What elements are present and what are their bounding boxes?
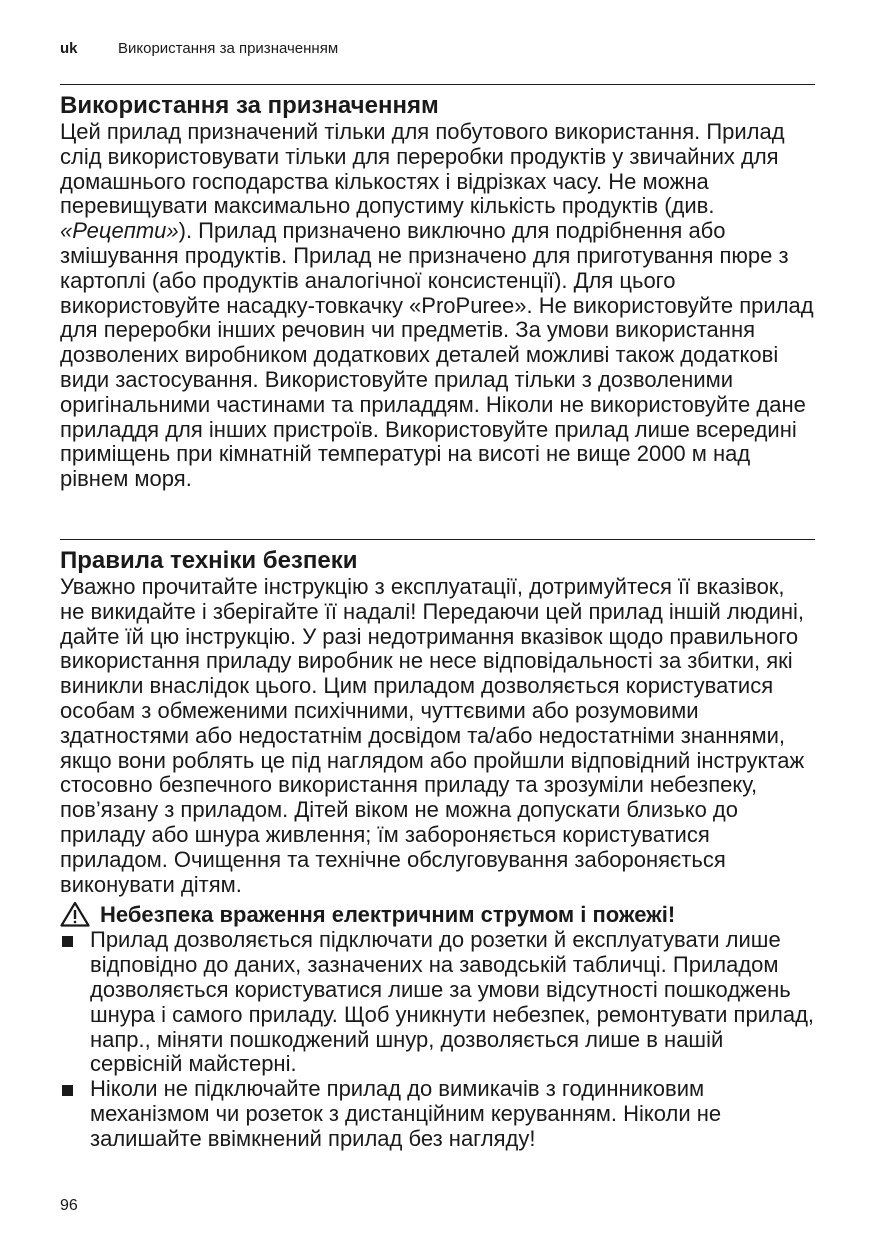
section-divider (60, 84, 815, 85)
language-code: uk (60, 40, 78, 57)
section-body: Уважно прочитайте інструкцію з експлуатації, дотримуйтеся її вказівок, не викидайте і зберігайте її надалі! Передаючи цей прилад іншій людині, дайте їй цю інструкцію. У разі недотримання вказівок щодо правильного використання приладу виробник не несе відповідальності за збитки, які виникли внаслідок цього. Цим приладом дозволяється користуватися особам з обмеженими психічними, чуттєвими або розумовими здатностями або недостатнім досвідом та/або недостатніми знаннями, якщо вони роблять це під наглядом або пройшли відповідний інструктаж стосовно безпечного використання приладу та зрозуміли небезпеку, пов’язану з приладом. Дітей віком не можна допускати близько до приладу або шнура живлення; їм забороняється користуватися приладом. Очищення та технічне обслуговування забороняється виконувати дітям. (60, 574, 805, 897)
section-divider (60, 539, 815, 540)
section-heading: Використання за призначенням (60, 92, 439, 119)
recipes-link[interactable]: «Рецепти» (60, 218, 179, 244)
warning-list (60, 928, 815, 1151)
body-text-part: ). Прилад призначено виключно для подрібнення або змішування продуктів. Прилад не призначено для приготування пюре з картоплі (або продуктів аналогічної консистенції). Для цього використовуйте насадку-товкачку «ProPuree». Не використовуйте прилад для переробки інших речовин чи предметів. За умови використання дозволених виробником додаткових деталей можливі також додаткові види застосування. Використовуйте прилад тільки з дозволеними оригінальними частинами та приладдям. Ніколи не використовуйте дане приладдя для інших пристроїв. Використовуйте прилад лише всередині приміщень при кімнатній температурі на висоті не вище 2000 м над рівнем моря. (60, 218, 814, 492)
bullet-square-icon (62, 936, 73, 947)
running-header (60, 40, 338, 58)
warning-heading (60, 901, 815, 927)
list-item (60, 1077, 815, 1151)
section-safety-rules (60, 539, 815, 1152)
list-item-text: Ніколи не підключайте прилад до вимикачів з годинниковим механізмом чи розеток з дистанційним керуванням. Ніколи не залишайте ввімкнений прилад без нагляду! (90, 1076, 722, 1151)
bullet-square-icon (62, 1085, 73, 1096)
warning-triangle-icon (60, 901, 90, 927)
warning-title: Небезпека враження електричним струмом і пожежі! (100, 901, 676, 927)
list-item (60, 928, 815, 1077)
section-heading: Правила техніки безпеки (60, 547, 358, 574)
section-body (60, 120, 815, 492)
body-text-part: Цей прилад призначений тільки для побутового використання. Прилад слід використовувати тільки для переробки продуктів у звичайних для домашнього господарства кількостях і відрізках часу. Не можна перевищувати максимально допустиму кількість продуктів (див. (60, 119, 785, 219)
running-header-title: Використання за призначенням (118, 40, 339, 57)
list-item-text: Прилад дозволяється підключати до розетки й експлуатувати лише відповідно до даних, зазначених на заводській табличці. Приладом дозволяється користуватися лише за умови відсутності пошкоджень шнура і самого приладу. Щоб уникнути небезпек, ремонтувати прилад, напр., міняти пошкоджений шнур, дозволяється лише в нашій сервісній майстерні. (90, 927, 815, 1077)
section-intended-use (60, 84, 815, 492)
page-number: 96 (60, 1197, 78, 1214)
